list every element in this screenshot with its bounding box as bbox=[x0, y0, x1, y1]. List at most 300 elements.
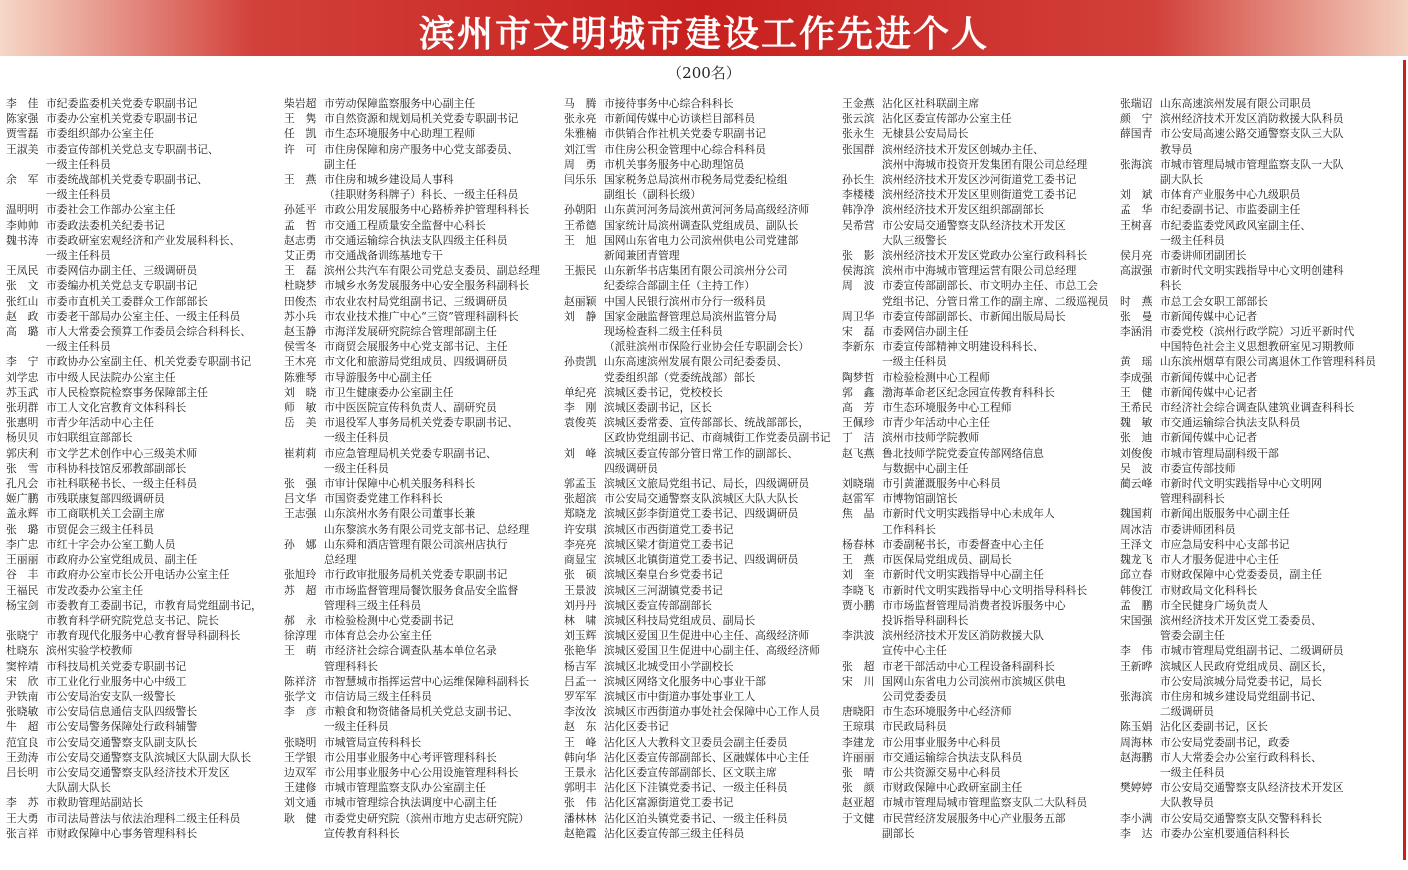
person-name: 杜晓梦 bbox=[284, 279, 317, 293]
list-item bbox=[6, 613, 278, 628]
list-item bbox=[564, 400, 836, 415]
person-position: 沾化区委宣传部副部长、区文联主席 bbox=[604, 765, 777, 779]
list-item bbox=[284, 294, 556, 309]
list-item bbox=[1120, 643, 1392, 658]
person-name: 侯海滨 bbox=[842, 264, 875, 278]
person-position: 沾化区委宣传部三级主任科员 bbox=[604, 826, 745, 840]
person-name bbox=[842, 826, 882, 841]
person-position: 滨城区委宣传部副部长 bbox=[604, 598, 712, 612]
list-item bbox=[564, 324, 836, 339]
person-position: 市人大常委会预算工作委员会综合科科长、 bbox=[46, 325, 252, 339]
person-name bbox=[564, 339, 604, 354]
person-position: 市新闻出版服务中心副主任 bbox=[1160, 507, 1290, 521]
list-item bbox=[564, 506, 836, 521]
person-name: 李广忠 bbox=[6, 537, 39, 551]
person-position: 市检验检测中心党委副书记 bbox=[324, 613, 454, 627]
person-position: 市交通运输综合执法支队科员 bbox=[1160, 416, 1301, 430]
person-name: 王希德 bbox=[564, 218, 597, 232]
person-name: 王劲涛 bbox=[6, 750, 39, 764]
person-name: 赵 政 bbox=[6, 309, 39, 323]
list-item bbox=[564, 780, 836, 795]
person-name: 张惠明 bbox=[6, 416, 39, 430]
person-position: 新闻兼团青管理 bbox=[604, 249, 680, 263]
list-item bbox=[1120, 476, 1392, 491]
person-position: 市海洋发展研究院综合管理部副主任 bbox=[324, 325, 497, 339]
list-item bbox=[6, 583, 278, 598]
person-name bbox=[6, 157, 46, 172]
list-item bbox=[284, 750, 556, 765]
person-position: 市公安局交通警察支队副支队长 bbox=[46, 735, 198, 749]
person-name bbox=[564, 461, 604, 476]
person-position: 副大队长 bbox=[1160, 173, 1204, 187]
person-position: 市发改委办公室主任 bbox=[46, 583, 144, 597]
person-position: 市政公用发展服务中心路桥养护管理科科长 bbox=[324, 203, 530, 217]
person-name: 李成强 bbox=[1120, 370, 1153, 384]
person-name bbox=[284, 719, 324, 734]
person-name: 张 曼 bbox=[1120, 309, 1153, 323]
list-item bbox=[1120, 142, 1392, 157]
person-position: 市委政法委机关纪委书记 bbox=[46, 218, 165, 232]
person-position: 市住房和城乡建设局人事科 bbox=[324, 173, 454, 187]
person-name: 王 旭 bbox=[564, 233, 597, 247]
person-name: 赵志勇 bbox=[284, 233, 317, 247]
person-position: 市审计保障中心机关服务科科长 bbox=[324, 477, 476, 491]
name-column-2 bbox=[284, 96, 556, 841]
person-name: 李建龙 bbox=[842, 735, 875, 749]
person-name: 孟 华 bbox=[1120, 203, 1153, 217]
person-position: 市交通运输综合执法支队科员 bbox=[882, 750, 1023, 764]
person-position: 市应急局安科中心支部书记 bbox=[1160, 537, 1290, 551]
list-item bbox=[564, 719, 836, 734]
person-name: 朱雅楠 bbox=[564, 127, 597, 141]
person-position: 山东黄河河务局滨州黄河河务局高级经济师 bbox=[604, 203, 810, 217]
right-border-decoration bbox=[1403, 60, 1406, 860]
person-position: 市检验检测中心工程师 bbox=[882, 370, 990, 384]
list-item bbox=[564, 248, 836, 263]
name-column-4 bbox=[842, 96, 1114, 841]
person-name: 王新晔 bbox=[1120, 659, 1153, 673]
list-item bbox=[564, 294, 836, 309]
list-item bbox=[564, 385, 836, 400]
person-name: 张 迪 bbox=[1120, 431, 1153, 445]
person-name: 张永生 bbox=[842, 127, 875, 141]
person-position: 山东高速滨州发展有限公司纪委委员、 bbox=[604, 355, 788, 369]
list-item bbox=[6, 826, 278, 841]
list-item bbox=[842, 446, 1114, 461]
person-name: 李 宁 bbox=[6, 355, 39, 369]
person-position: 市委党史研究院（滨州市地方史志研究院） bbox=[324, 811, 530, 825]
list-item bbox=[564, 537, 836, 552]
person-position: 市委宣传部副部长、市文明办主任、市总工会 bbox=[882, 279, 1098, 293]
person-position: 市引黄灌溉服务中心科员 bbox=[882, 477, 1001, 491]
person-name: 杨吉军 bbox=[564, 659, 597, 673]
list-item bbox=[284, 719, 556, 734]
list-item bbox=[6, 218, 278, 233]
list-item bbox=[1120, 552, 1392, 567]
person-position: 市贸促会三级主任科员 bbox=[46, 522, 154, 536]
person-position: 市公用事业服务中心科员 bbox=[882, 735, 1001, 749]
person-name bbox=[6, 613, 46, 628]
person-position: 市经济社会综合调查队建筑业调查科科长 bbox=[1160, 401, 1355, 415]
list-item bbox=[564, 613, 836, 628]
list-item bbox=[564, 491, 836, 506]
list-item bbox=[284, 795, 556, 810]
list-item bbox=[284, 324, 556, 339]
list-item bbox=[6, 324, 278, 339]
person-position: 市财政保障中心政研室副主任 bbox=[882, 781, 1023, 795]
person-name bbox=[1120, 339, 1160, 354]
person-position: 大队三级警长 bbox=[882, 233, 947, 247]
person-position: 市农业农村局党组副书记、三级调研员 bbox=[324, 294, 508, 308]
person-position: 市公安局高速公路交通警察支队三大队 bbox=[1160, 127, 1344, 141]
person-name: 陈雅琴 bbox=[284, 370, 317, 384]
list-item bbox=[284, 157, 556, 172]
list-item bbox=[284, 628, 556, 643]
list-item bbox=[842, 811, 1114, 826]
list-item bbox=[1120, 826, 1392, 841]
person-name bbox=[564, 324, 604, 339]
list-item bbox=[564, 643, 836, 658]
person-position: 市市场监督管理局餐饮服务食品安全监督 bbox=[324, 583, 519, 597]
person-position: 沾化区委宣传部副部长、区融媒体中心主任 bbox=[604, 750, 810, 764]
person-name: 王福民 bbox=[6, 583, 39, 597]
person-position: 市委宣传部精神文明建设科科长、 bbox=[882, 340, 1044, 354]
person-position: 市医保局党组成员、副局长 bbox=[882, 553, 1012, 567]
person-name: 张云滨 bbox=[842, 112, 875, 126]
person-name: 郭明丰 bbox=[564, 781, 597, 795]
person-name: 崔莉莉 bbox=[284, 446, 317, 460]
person-name: 边双军 bbox=[284, 765, 317, 779]
list-item bbox=[842, 324, 1114, 339]
list-item bbox=[842, 385, 1114, 400]
person-name: 李新东 bbox=[842, 340, 875, 354]
list-item bbox=[1120, 278, 1392, 293]
list-item bbox=[6, 339, 278, 354]
person-name bbox=[284, 430, 324, 445]
list-item bbox=[842, 263, 1114, 278]
person-name bbox=[842, 461, 882, 476]
person-name: 孙朝阳 bbox=[564, 203, 597, 217]
list-item bbox=[284, 491, 556, 506]
list-item bbox=[842, 613, 1114, 628]
person-position: 市公安局治安支队一级警长 bbox=[46, 689, 176, 703]
person-position: 国家统计局滨州调查队党组成员、副队长 bbox=[604, 218, 799, 232]
person-name: 唐晓阳 bbox=[842, 705, 875, 719]
list-item bbox=[564, 461, 836, 476]
list-item bbox=[6, 704, 278, 719]
list-item bbox=[6, 643, 278, 658]
list-item bbox=[564, 172, 836, 187]
person-name bbox=[842, 294, 882, 309]
list-item bbox=[842, 218, 1114, 233]
person-position: 一级主任科员 bbox=[324, 461, 389, 475]
list-item bbox=[564, 674, 836, 689]
person-name: 李汝汝 bbox=[564, 705, 597, 719]
person-name: 李楼楼 bbox=[842, 188, 875, 202]
person-name: 高淑强 bbox=[1120, 264, 1153, 278]
list-item bbox=[1120, 811, 1392, 826]
list-item bbox=[564, 689, 836, 704]
list-item bbox=[284, 142, 556, 157]
person-name: 周 波 bbox=[842, 279, 875, 293]
person-position: 管理科科长 bbox=[324, 659, 378, 673]
list-item bbox=[6, 142, 278, 157]
person-position: 市委讲师团科员 bbox=[1160, 522, 1236, 536]
name-column-3 bbox=[564, 96, 836, 841]
person-position: 滨州经济技术开发区创城办主任、 bbox=[882, 142, 1044, 156]
person-position: 市工人文化宫教育文体科科长 bbox=[46, 401, 187, 415]
list-item bbox=[6, 126, 278, 141]
person-position: 市妇联组宣部部长 bbox=[46, 431, 133, 445]
list-item bbox=[1120, 172, 1392, 187]
person-position: 市工业化行业服务中心中级工 bbox=[46, 674, 187, 688]
person-name bbox=[842, 613, 882, 628]
person-position: 市退役军人事务局机关党委专职副书记、 bbox=[324, 416, 519, 430]
list-item bbox=[1120, 461, 1392, 476]
person-position: 市民营经济发展服务中心产业服务五部 bbox=[882, 811, 1066, 825]
list-item bbox=[842, 795, 1114, 810]
list-item bbox=[6, 233, 278, 248]
person-name: 刘 晓 bbox=[284, 385, 317, 399]
person-name: 刘晓瑞 bbox=[842, 477, 875, 491]
person-position: 市机关事务服务中心助理馆员 bbox=[604, 157, 745, 171]
person-position: 市信访局三级主任科员 bbox=[324, 689, 432, 703]
person-position: 市财政保障中心党委委员，副主任 bbox=[1160, 568, 1322, 582]
person-name bbox=[1120, 233, 1160, 248]
person-name bbox=[564, 370, 604, 385]
person-position: 山东滨州烟草有限公司离退休工作管理科科员 bbox=[1160, 355, 1376, 369]
person-position: 副组长（副科长级） bbox=[604, 188, 702, 202]
person-position: 山东黎滨水务有限公司党支部书记、总经理 bbox=[324, 522, 530, 536]
person-name: 尹铁南 bbox=[6, 689, 39, 703]
person-name: 王景波 bbox=[564, 583, 597, 597]
list-item bbox=[284, 172, 556, 187]
list-item bbox=[1120, 795, 1392, 810]
list-item bbox=[1120, 96, 1392, 111]
person-name: 张红山 bbox=[6, 294, 39, 308]
list-item bbox=[284, 248, 556, 263]
person-position: 市公安局党委副书记，政委 bbox=[1160, 735, 1290, 749]
person-position: 市政府办公室市长公开电话办公室主任 bbox=[46, 568, 230, 582]
person-name bbox=[842, 354, 882, 369]
person-name bbox=[1120, 628, 1160, 643]
list-item bbox=[1120, 187, 1392, 202]
person-name: 张 强 bbox=[284, 477, 317, 491]
person-name: 赵飞燕 bbox=[842, 446, 875, 460]
person-position: 滨城区北城受田小学副校长 bbox=[604, 659, 734, 673]
person-name: 潘林林 bbox=[564, 811, 597, 825]
person-name bbox=[6, 187, 46, 202]
list-item bbox=[6, 309, 278, 324]
person-position: 一级主任科员 bbox=[46, 249, 111, 263]
person-name: 孙延平 bbox=[284, 203, 317, 217]
person-name: 刘江雪 bbox=[564, 142, 597, 156]
person-name: 赵丽颖 bbox=[564, 294, 597, 308]
person-name: 杨贝贝 bbox=[6, 431, 39, 445]
list-item bbox=[842, 522, 1114, 537]
list-item bbox=[564, 111, 836, 126]
list-item bbox=[1120, 385, 1392, 400]
list-item bbox=[842, 506, 1114, 521]
person-position: 市委党校（滨州行政学院）习近平新时代 bbox=[1160, 325, 1355, 339]
person-name: 王 磊 bbox=[284, 264, 317, 278]
person-name bbox=[842, 233, 882, 248]
person-position: 市劳动保障监察服务中心副主任 bbox=[324, 97, 476, 110]
list-item bbox=[6, 248, 278, 263]
list-item bbox=[842, 187, 1114, 202]
list-item bbox=[284, 309, 556, 324]
person-name bbox=[6, 780, 46, 795]
person-name: 张玥群 bbox=[6, 401, 39, 415]
person-position: 市城市管理局城市管理监察支队二大队科员 bbox=[882, 796, 1088, 810]
person-position: 滨州经济技术开发区消防救援大队 bbox=[882, 629, 1044, 643]
list-item bbox=[1120, 583, 1392, 598]
person-position: （挂职财务科牌子）科长、一级主任科员 bbox=[324, 188, 519, 202]
list-item bbox=[1120, 613, 1392, 628]
person-position: 市文学艺术创作中心三级美术师 bbox=[46, 446, 198, 460]
person-name: 高 芳 bbox=[842, 401, 875, 415]
list-item bbox=[6, 370, 278, 385]
person-position: 宣传中心主任 bbox=[882, 644, 947, 658]
person-position: 市青少年活动中心主任 bbox=[882, 416, 990, 430]
person-position: 市新闻传媒中心记者 bbox=[1160, 370, 1258, 384]
person-name: 杨宝剑 bbox=[6, 598, 39, 612]
list-item bbox=[284, 111, 556, 126]
list-item bbox=[842, 309, 1114, 324]
person-position: 沾化区富源街道党工委书记 bbox=[604, 796, 734, 810]
person-position: 市委社会工作部办公室主任 bbox=[46, 203, 176, 217]
list-item bbox=[284, 339, 556, 354]
person-name: 张 伟 bbox=[564, 796, 597, 810]
person-position: 市救助管理站副站长 bbox=[46, 796, 144, 810]
list-item bbox=[6, 719, 278, 734]
person-position: 一级主任科员 bbox=[1160, 233, 1225, 247]
person-name: 王振民 bbox=[564, 264, 597, 278]
list-item bbox=[842, 339, 1114, 354]
person-name: 刘 峰 bbox=[564, 446, 597, 460]
list-item bbox=[284, 218, 556, 233]
person-name: 王树喜 bbox=[1120, 218, 1153, 232]
list-item bbox=[842, 491, 1114, 506]
list-item bbox=[842, 735, 1114, 750]
list-item bbox=[842, 370, 1114, 385]
list-item bbox=[6, 750, 278, 765]
person-position: 市委老干部局办公室主任、一级主任科员 bbox=[46, 309, 241, 323]
person-position: 滨州中海城市投资开发集团有限公司总经理 bbox=[882, 157, 1088, 171]
person-name: 范宜良 bbox=[6, 735, 39, 749]
person-position: 市新闻传媒中心记者 bbox=[1160, 431, 1258, 445]
person-position: 国家金融监督管理总局滨州监管分局 bbox=[604, 309, 777, 323]
list-item bbox=[842, 780, 1114, 795]
person-name: 张 雪 bbox=[6, 461, 39, 475]
person-position: 市新时代文明实践指导中心文明指导科科长 bbox=[882, 583, 1088, 597]
list-item bbox=[1120, 735, 1392, 750]
list-item bbox=[6, 780, 278, 795]
person-name: 张旭玲 bbox=[284, 568, 317, 582]
list-item bbox=[842, 111, 1114, 126]
person-position: 中国人民银行滨州市分行一级科员 bbox=[604, 294, 766, 308]
person-name: 刘玉辉 bbox=[564, 629, 597, 643]
person-name: 苏玉武 bbox=[6, 385, 39, 399]
person-name: 许安琪 bbox=[564, 522, 597, 536]
person-name bbox=[842, 643, 882, 658]
person-name: 吴希营 bbox=[842, 218, 875, 232]
list-item bbox=[842, 704, 1114, 719]
person-position: 市委编办机关党总支专职副书记 bbox=[46, 279, 198, 293]
list-item bbox=[564, 263, 836, 278]
person-position: 市人大常委会办公室行政科科长、 bbox=[1160, 750, 1322, 764]
person-position: 市委副秘书长，市委督查中心主任 bbox=[882, 537, 1044, 551]
list-item bbox=[564, 309, 836, 324]
person-position: 市委讲师团副团长 bbox=[1160, 249, 1247, 263]
person-position: 山东新华书店集团有限公司滨州分公司 bbox=[604, 264, 788, 278]
person-name: 李亮亮 bbox=[564, 537, 597, 551]
list-item bbox=[284, 263, 556, 278]
list-item bbox=[842, 476, 1114, 491]
list-item bbox=[842, 567, 1114, 582]
person-position: 工作科科长 bbox=[882, 522, 936, 536]
person-name: 侯月亮 bbox=[1120, 249, 1153, 263]
page-title: 滨州市文明城市建设工作先进个人 bbox=[418, 13, 989, 55]
person-name bbox=[564, 278, 604, 293]
list-item bbox=[284, 385, 556, 400]
person-position: 市委组织部办公室主任 bbox=[46, 127, 154, 141]
person-position: 滨城区爱国卫生促进中心副主任、高级经济师 bbox=[604, 644, 820, 658]
person-name: 魏 敏 bbox=[1120, 416, 1153, 430]
person-position: 市住房和城乡建设局党组副书记、 bbox=[1160, 689, 1322, 703]
list-item bbox=[1120, 248, 1392, 263]
list-item bbox=[6, 552, 278, 567]
person-position: 管理科副科长 bbox=[1160, 492, 1225, 506]
person-position: 市公安局交通警察支队滨城区大队副大队长 bbox=[46, 750, 252, 764]
person-position: 市市场监督管理局消费者投诉服务中心 bbox=[882, 598, 1066, 612]
person-position: 滨城区秦皇台乡党委书记 bbox=[604, 568, 723, 582]
list-item bbox=[1120, 689, 1392, 704]
person-name: 郭 鑫 bbox=[842, 385, 875, 399]
person-name: 张艳华 bbox=[564, 644, 597, 658]
person-name: 林 啸 bbox=[564, 613, 597, 627]
person-position: 滨城区人民政府党组成员、副区长， bbox=[1160, 659, 1333, 673]
list-item bbox=[842, 278, 1114, 293]
person-position: 宣传教育科科长 bbox=[324, 826, 400, 840]
person-position: 市新闻传媒中心记者 bbox=[1160, 309, 1258, 323]
person-position: 市公安局交通警察支队滨城区大队大队长 bbox=[604, 492, 799, 506]
person-position: 市导游服务中心副主任 bbox=[324, 370, 432, 384]
person-position: 山东高速滨州发展有限公司职员 bbox=[1160, 97, 1312, 110]
person-name: 刘学忠 bbox=[6, 370, 39, 384]
person-name: 窦梓靖 bbox=[6, 659, 39, 673]
person-position: 市总工会女职工部部长 bbox=[1160, 294, 1268, 308]
person-name: 赵雷军 bbox=[842, 492, 875, 506]
person-name: 张晓明 bbox=[284, 735, 317, 749]
list-item bbox=[842, 826, 1114, 841]
person-name: 韩净净 bbox=[842, 203, 875, 217]
person-position: 教导员 bbox=[1160, 142, 1193, 156]
person-name bbox=[564, 248, 604, 263]
person-name: 宋 欣 bbox=[6, 674, 39, 688]
person-position: 市国资委党建工作科科长 bbox=[324, 492, 443, 506]
list-item bbox=[1120, 750, 1392, 765]
list-item bbox=[6, 765, 278, 780]
person-position: 市科协科技馆反邪教部副部长 bbox=[46, 461, 187, 475]
person-position: 市新时代文明实践指导中心副主任 bbox=[882, 568, 1044, 582]
person-name: 颜 宁 bbox=[1120, 112, 1153, 126]
person-position: 市城乡水务发展服务中心安全服务科副科长 bbox=[324, 279, 530, 293]
person-position: 市委办公室机要通信科科长 bbox=[1160, 826, 1290, 840]
person-name bbox=[1120, 674, 1160, 689]
person-name: 魏国莉 bbox=[1120, 507, 1153, 521]
person-name: 李洪波 bbox=[842, 629, 875, 643]
